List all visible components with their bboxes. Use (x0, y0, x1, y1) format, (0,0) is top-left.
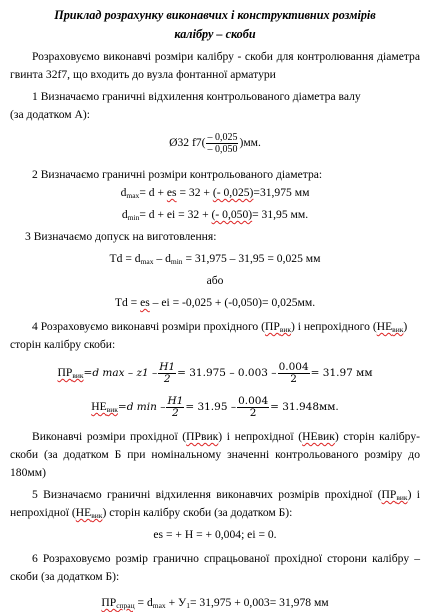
dmax-symbol: d (120, 186, 127, 199)
step5-part3: ) сторін калібру скоби (за додатком Б): (102, 506, 293, 519)
step4-ne-sub: вик (392, 325, 404, 334)
step4-pr-sub: вик (279, 325, 292, 334)
dmax-es: es (166, 186, 177, 199)
step1-formula-suffix: )мм. (239, 136, 261, 149)
td-alt-es: es (140, 296, 150, 309)
ne-formula-lhs-sub: вик (106, 405, 118, 414)
step4-pr-text: ПР (264, 320, 280, 333)
dmin-symbol: d (121, 208, 128, 221)
step6-sub-max: max (152, 601, 166, 610)
pr-h-den: 2 (163, 372, 171, 385)
pr-formula-part2: = 31.975 – 0.003 – (177, 367, 277, 379)
step6-part1: = d (134, 596, 153, 609)
step3-td-alt-formula (10, 294, 420, 312)
td-sub-max: max (140, 257, 154, 266)
pr-formula-result: = 31.97 мм (310, 367, 373, 379)
step4-part3: ) (403, 320, 408, 333)
step6-part3: = 31,975 + 0,003= 31,978 мм (189, 596, 329, 609)
dmax-part2: = 32 + (176, 186, 213, 199)
step2-dmax-formula (10, 184, 420, 202)
step1-source: (за додатком А): (10, 108, 90, 121)
step2-dmin-formula (10, 206, 420, 224)
pr-formula-part1: d max – z1 – (92, 367, 158, 379)
step1-deviation-fraction (206, 132, 238, 155)
step5-part1: 5 Визначаємо граничні відхилення виконавчих розмірів прохідної ( (32, 488, 382, 501)
ne-formula-v-fraction (237, 396, 269, 419)
intro-paragraph: Розраховуємо виконавчі розміри калібру - скоби для контролювання діаметра гвинта 32f7, що входить до вузла фонтанної арматури (10, 50, 420, 81)
ne-v-num: 0.004 (238, 394, 269, 407)
td-alt-part1: Td = (114, 296, 141, 309)
ne-formula-lhs-text: НЕ (91, 400, 107, 413)
step1-formula (10, 128, 420, 158)
step4-pr (265, 320, 291, 333)
td-part3: = 31,975 – 31,95 = 0,025 мм (182, 252, 321, 265)
step6-formula (10, 594, 420, 612)
td-alt-part2: – ei = -0,025 + (-0,050)= 0,025мм. (149, 296, 316, 309)
dmax-subscript: max (126, 191, 140, 200)
ne-formula-h-fraction (166, 396, 184, 419)
para-b-part2: ) і непрохідної ( (218, 430, 303, 443)
dmin-subscript: min (127, 213, 140, 222)
step6-paragraph: 6 Розраховуємо розмір гранично спрацьованої прохідної сторони калібру – скоби (за додатком Б): (10, 552, 420, 583)
step4-ne-text: НЕ (376, 320, 393, 333)
ne-v-den: 2 (249, 406, 257, 419)
step4-heading (10, 318, 420, 336)
pr-formula-lhs-sub: вик (72, 371, 84, 380)
pr-formula-v-fraction (278, 362, 310, 385)
pr-formula-lhs-text: ПР (57, 366, 73, 379)
pr-h-num: H1 (159, 360, 176, 373)
step3-td-formula (10, 250, 420, 268)
ne-h-num: H1 (167, 394, 184, 407)
step1-heading (10, 88, 420, 106)
pr-formula-lhs (57, 364, 83, 382)
step5-ne-sub: вик (91, 511, 103, 520)
step5-pr-sub: вик (396, 493, 408, 502)
dmax-part1: = d + (139, 186, 167, 199)
pr-v-num: 0.004 (278, 360, 309, 373)
title-line-2: калібру – скоби (174, 27, 256, 41)
step6-part2: + У (165, 596, 187, 609)
step5-pr (382, 488, 408, 501)
ne-formula-result: = 31.948мм. (270, 401, 339, 413)
ne-formula-part2: = 31.95 – (185, 401, 237, 413)
td-part2: – d (153, 252, 171, 265)
step4-ne-formula (10, 392, 420, 422)
ne-h-den: 2 (172, 406, 179, 419)
dmax-deviation: (- 0,025) (212, 186, 254, 199)
step6-sub-1: 1 (186, 601, 190, 610)
step5-pr-text: ПР (381, 488, 397, 501)
step4-ne (377, 320, 404, 333)
step2-heading: 2 Визначаємо граничні розміри контрольованого діаметра: (32, 168, 323, 181)
td-sub-min: min (170, 257, 183, 266)
ne-formula-lhs (91, 398, 118, 416)
dmin-part1: = d + ei = 32 + (139, 208, 212, 221)
step6-lhs (101, 596, 134, 609)
step5-part2: ) і непрохідної ( (10, 488, 420, 519)
step6-lhs-text: ПР (101, 596, 117, 609)
dmin-deviation: (- 0,050) (211, 208, 253, 221)
pr-formula-eq: = (83, 367, 93, 379)
para-b-prvik: ПРвик (186, 430, 219, 443)
td-part1: Td = d (109, 252, 141, 265)
step1-formula-prefix: Ø32 f7( (169, 136, 206, 149)
para-b-nevik: НЕвик (302, 430, 335, 443)
step5-paragraph (10, 486, 420, 522)
step3-heading: 3 Визначаємо допуск на виготовлення: (25, 230, 217, 243)
step3-or: або (206, 274, 224, 287)
step4-pr-formula (10, 358, 420, 388)
step5-formula: es = + H = + 0,004; ei = 0. (153, 528, 277, 541)
step1-lower-deviation: – 0,050 (207, 143, 238, 155)
step1-line1: 1 Визначаємо граничні відхилення контрольованого діаметра валу (32, 90, 361, 103)
dmax-result: =31,975 мм (253, 186, 310, 199)
appendix-b-paragraph (10, 428, 420, 482)
step1-upper-deviation: – 0,025 (207, 131, 238, 143)
step5-ne (76, 506, 103, 519)
para-b-part1: Виконавчі розміри прохідної ( (32, 430, 187, 443)
step6-lhs-sub: спрац (116, 601, 135, 610)
para-b-part3: ) сторін калібру-скоби (за додатком Б при номінальному значенні контрольованого розміру до 180мм) (10, 430, 420, 479)
ne-formula-eq: = (117, 401, 127, 413)
step5-ne-text: НЕ (75, 506, 92, 519)
pr-v-den: 2 (290, 372, 297, 385)
step4-part1: 4 Розраховуємо виконавчі розміри прохідного ( (32, 320, 265, 333)
title-line-1: Приклад розрахунку виконавчих і конструктивних розмірів (54, 8, 376, 22)
pr-formula-h-fraction (158, 362, 176, 385)
ne-formula-part1: d min – (126, 401, 166, 413)
dmin-result: = 31,95 мм. (252, 208, 309, 221)
step4-line2: сторін калібру скоби: (10, 338, 116, 351)
step4-part2: ) і непрохідного ( (291, 320, 377, 333)
document-title (10, 6, 420, 44)
